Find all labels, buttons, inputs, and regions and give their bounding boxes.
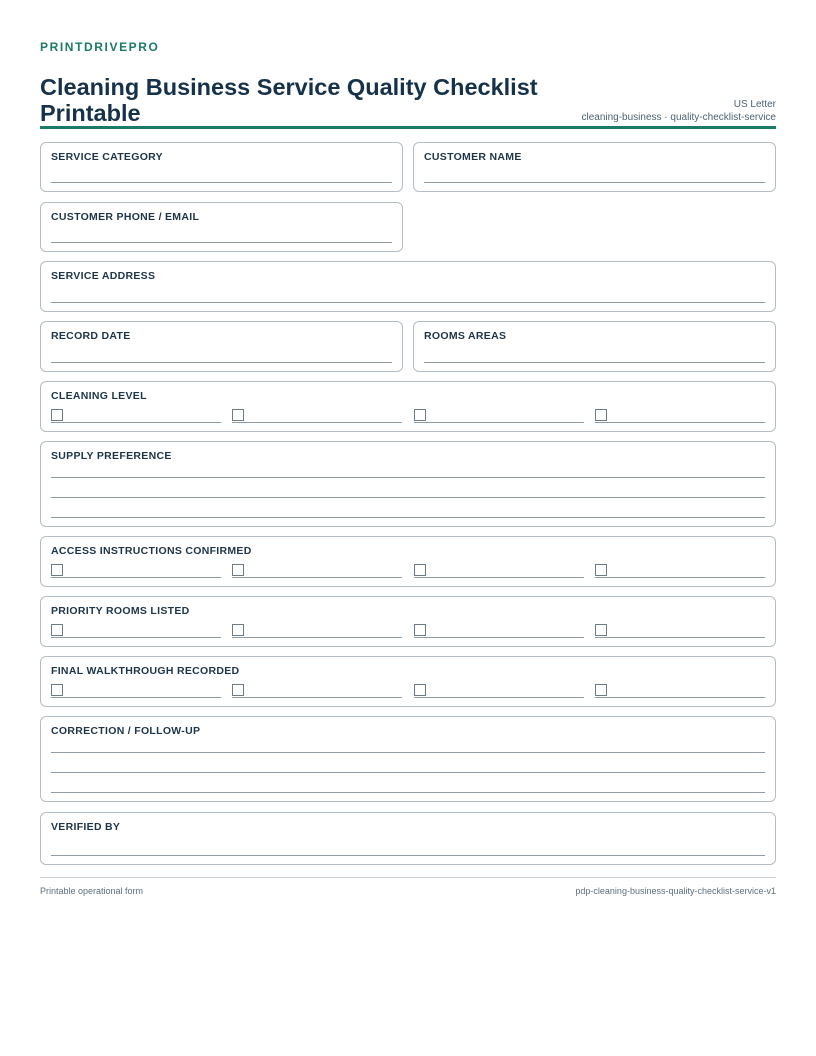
- final-walkthrough-option[interactable]: [232, 684, 402, 698]
- rooms-areas-field[interactable]: [413, 321, 776, 372]
- access-instructions-option[interactable]: [414, 564, 584, 578]
- page-meta: [581, 98, 776, 124]
- access-instructions-option[interactable]: [232, 564, 402, 578]
- checkbox[interactable]: [414, 409, 426, 421]
- checkbox[interactable]: [232, 564, 244, 576]
- rooms-areas-label: ROOMS AREAS: [424, 330, 507, 342]
- cleaning-level-option[interactable]: [595, 409, 765, 423]
- final-walkthrough-option[interactable]: [414, 684, 584, 698]
- final-walkthrough-option[interactable]: [595, 684, 765, 698]
- brand-logo-text: PRINTDRIVEPRO: [40, 40, 160, 54]
- header: [40, 54, 776, 129]
- checkbox[interactable]: [595, 409, 607, 421]
- checkbox[interactable]: [232, 409, 244, 421]
- supply-preference-line[interactable]: [51, 497, 765, 498]
- customer-name-label: CUSTOMER NAME: [424, 151, 522, 163]
- service-category-line[interactable]: [51, 182, 392, 183]
- checkbox[interactable]: [595, 624, 607, 636]
- customer-name-line[interactable]: [424, 182, 765, 183]
- record-date-label: RECORD DATE: [51, 330, 131, 342]
- checkbox[interactable]: [595, 684, 607, 696]
- access-instructions-option[interactable]: [51, 564, 221, 578]
- page-title: Cleaning Business Service Quality Checklist Printable: [40, 74, 538, 126]
- checkbox[interactable]: [414, 564, 426, 576]
- record-date-line[interactable]: [51, 362, 392, 363]
- verified-by-line[interactable]: [51, 855, 765, 856]
- checkbox[interactable]: [51, 684, 63, 696]
- final-walkthrough-field: [40, 656, 776, 707]
- cleaning-level-label: CLEANING LEVEL: [51, 390, 147, 402]
- service-address-line[interactable]: [51, 302, 765, 303]
- verified-by-field[interactable]: [40, 812, 776, 865]
- cleaning-level-field: [40, 381, 776, 432]
- checkbox[interactable]: [414, 624, 426, 636]
- checkbox[interactable]: [232, 684, 244, 696]
- priority-rooms-label: PRIORITY ROOMS LISTED: [51, 605, 190, 617]
- access-instructions-option[interactable]: [595, 564, 765, 578]
- footer-note: Printable operational form: [40, 886, 144, 896]
- cleaning-level-option[interactable]: [414, 409, 584, 423]
- priority-rooms-option[interactable]: [51, 624, 221, 638]
- record-date-field[interactable]: [40, 321, 403, 372]
- cleaning-level-option[interactable]: [232, 409, 402, 423]
- correction-followup-line[interactable]: [51, 772, 765, 773]
- supply-preference-line[interactable]: [51, 477, 765, 478]
- priority-rooms-field: [40, 596, 776, 647]
- correction-followup-label: CORRECTION / FOLLOW-UP: [51, 725, 201, 737]
- checkbox[interactable]: [51, 624, 63, 636]
- verified-by-label: VERIFIED BY: [51, 821, 121, 833]
- correction-followup-line[interactable]: [51, 752, 765, 753]
- priority-rooms-option[interactable]: [414, 624, 584, 638]
- checkbox[interactable]: [51, 564, 63, 576]
- cleaning-level-option[interactable]: [51, 409, 221, 423]
- final-walkthrough-option[interactable]: [51, 684, 221, 698]
- supply-preference-field[interactable]: [40, 441, 776, 527]
- supply-preference-label: SUPPLY PREFERENCE: [51, 450, 172, 462]
- service-address-label: SERVICE ADDRESS: [51, 270, 156, 282]
- correction-followup-line[interactable]: [51, 792, 765, 793]
- rooms-areas-line[interactable]: [424, 362, 765, 363]
- access-instructions-field: [40, 536, 776, 587]
- customer-name-field[interactable]: [413, 142, 776, 192]
- form-page: [40, 40, 776, 129]
- customer-contact-field[interactable]: [40, 202, 403, 252]
- form-tags: cleaning-business · quality-checklist-service: [581, 112, 776, 123]
- service-category-label: SERVICE CATEGORY: [51, 151, 163, 163]
- access-instructions-label: ACCESS INSTRUCTIONS CONFIRMED: [51, 545, 252, 557]
- customer-contact-line[interactable]: [51, 242, 392, 243]
- service-category-field[interactable]: [40, 142, 403, 192]
- priority-rooms-option[interactable]: [232, 624, 402, 638]
- checkbox[interactable]: [414, 684, 426, 696]
- footer: [40, 877, 776, 896]
- correction-followup-field[interactable]: [40, 716, 776, 802]
- checkbox[interactable]: [232, 624, 244, 636]
- priority-rooms-option[interactable]: [595, 624, 765, 638]
- customer-contact-label: CUSTOMER PHONE / EMAIL: [51, 211, 200, 223]
- final-walkthrough-label: FINAL WALKTHROUGH RECORDED: [51, 665, 240, 677]
- form-id: pdp-cleaning-business-quality-checklist-service-v1: [575, 886, 776, 896]
- checkbox[interactable]: [51, 409, 63, 421]
- checkbox[interactable]: [595, 564, 607, 576]
- service-address-field[interactable]: [40, 261, 776, 312]
- paper-size: US Letter: [733, 99, 776, 110]
- supply-preference-line[interactable]: [51, 517, 765, 518]
